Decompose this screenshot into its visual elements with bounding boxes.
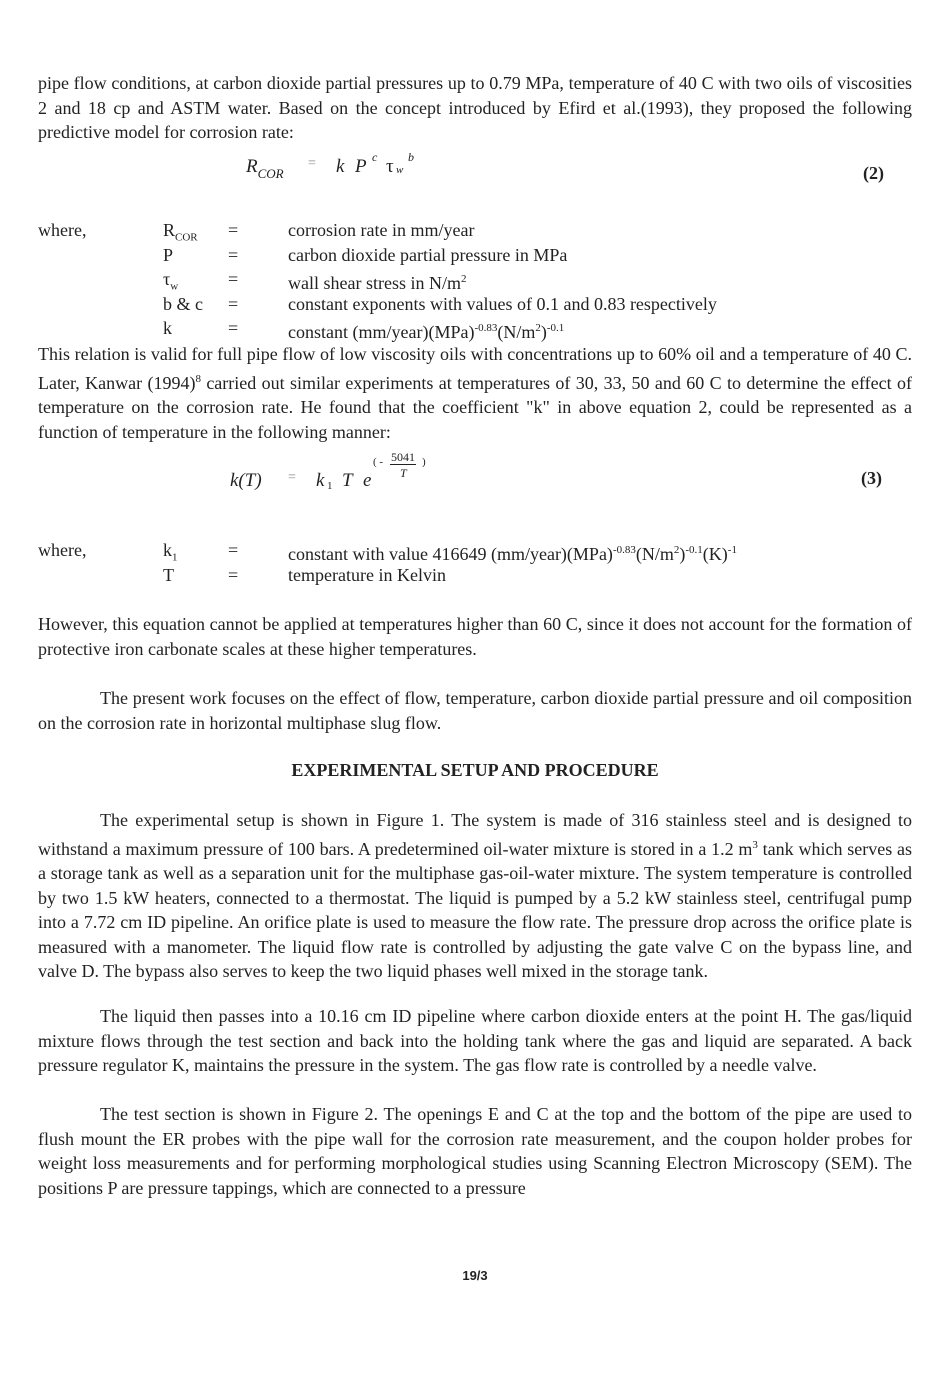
where-label: where,: [38, 540, 87, 560]
paragraph-intro: pipe flow conditions, at carbon dioxide partial pressures up to 0.79 MPa, temperature of 40 C with two oils of viscosities 2 and 18 cp and ASTM water. Based on the concept introduced by Efird et al.(1993), they proposed the following predictive model for corrosion rate:: [38, 73, 912, 142]
def-equals: =: [228, 244, 239, 265]
def-symbol: $R_{COR}$: [163, 220, 198, 244]
def-equals: =: [228, 220, 239, 240]
def-symbol: $k_1$: [163, 540, 178, 564]
def-symbol: $\tau_w$: [163, 269, 179, 293]
paragraph-liquid: The liquid then passes into a 10.16 cm ID pipeline where carbon dioxide enters at the point H. The gas/liquid mixture flows through the test section and back into the holding tank where the gas and liquid are separated. A back pressure regulator K, maintains the pressure in the system. The gas flow rate is controlled by a needle valve.: [38, 1006, 912, 1075]
def-symbol: P: [163, 244, 174, 265]
eq3-denominator: T: [400, 466, 407, 480]
paragraph-setup: The experimental setup is shown in Figure 1. The system is made of 316 stainless steel and is designed to withstand a maximum pressure of 100 bars. A predetermined oil-water mixture is stored in a 1.2 $m^3$ tank which serves as a storage tank as well as a separation unit for the multiphase gas-oil-water mixture. The system temperature is controlled by two 1.5 kW heaters, connected to a thermostat. The liquid is pumped by a 5.2 kW stainless steel, centrifugal pump into a 7.72 cm ID pipeline. An orifice plate is used to measure the flow rate. The pressure drop across the orifice plate is measured with a manometer. The liquid flow rate is controlled by adjusting the gate valve C on the bypass line, and valve D. The bypass also serves to keep the two liquid phases well mixed in the storage tank.: [38, 810, 912, 981]
equation-2-number: (2): [863, 163, 884, 183]
def-row-tau: [38, 267, 912, 292]
def-row-k: [38, 316, 912, 341]
def-description: temperature in Kelvin: [288, 564, 446, 585]
equation-2: $R_{COR}$ = k P c τ w b: [246, 150, 414, 181]
paragraph-limitation: However, this equation cannot be applied at temperatures higher than 60 C, since it does not account for the formation of protective iron carbonate scales at these higher temperatures.: [38, 614, 912, 659]
def-row-p: [38, 243, 912, 268]
def-equals: =: [228, 540, 239, 560]
paragraph-test-section: The test section is shown in Figure 2. The openings E and C at the top and the bottom of the pipe are used to flush mount the ER probes with the pipe wall for the corrosion rate measurement, and the coupon holder probes for weight loss measurements and for performing morphological studies using Scanning Electron Microscopy (SEM). The positions P are pressure tappings, which are connected to a pressure: [38, 1104, 912, 1198]
def-row-k1: [38, 538, 912, 563]
def-row-rcor: [38, 218, 912, 243]
def-description: constant $(mm/year)(MPa)^{-0.83}(N/m^2)^{-0.1}$: [288, 322, 565, 342]
def-equals: =: [228, 293, 239, 314]
def-equals: =: [228, 269, 239, 289]
def-row-bc: [38, 292, 912, 317]
def-symbol: k: [163, 318, 172, 338]
def-symbol: T: [163, 564, 174, 585]
definitions-eq3: [38, 538, 912, 587]
equation-3-number: (3): [861, 468, 882, 488]
page-number: 19/3: [462, 1268, 488, 1283]
def-description: constant with value 416649 $(mm/year)(MPa)^{-0.83}(N/m^2)^{-0.1}(K)^{-1}$: [288, 544, 737, 564]
def-equals: =: [228, 318, 239, 338]
eq3-numerator: 5041: [391, 450, 415, 464]
def-equals: =: [228, 564, 239, 585]
def-description: carbon dioxide partial pressure in MPa: [288, 244, 568, 265]
def-symbol: b & c: [163, 293, 203, 314]
def-row-t: [38, 563, 912, 588]
paragraph-present-work: The present work focuses on the effect of flow, temperature, carbon dioxide partial pressure and oil composition on the corrosion rate in horizontal multiphase slug flow.: [38, 688, 912, 733]
definitions-eq2: [38, 218, 912, 341]
equation-3: k(T) = k 1 T e ( - 5041 ) T: [230, 450, 426, 492]
where-label: where,: [38, 220, 87, 240]
def-description: corrosion rate in mm/year: [288, 220, 475, 240]
paragraph-kanwar: This relation is valid for full pipe flow of low viscosity oils with concentrations up to 60% oil and a temperature of 40 C. Later, Kanwar $(1994)^8$ carried out similar experiments at temperatures of 30, 33, 50 and 60 C to determine the effect of temperature on the corrosion rate. He found that the coefficient "k" in above equation 2, could be represented as a function of temperature in the following manner:: [38, 344, 912, 442]
def-description: wall shear stress in $N/m^2$: [288, 273, 467, 293]
section-heading: EXPERIMENTAL SETUP AND PROCEDURE: [291, 760, 659, 780]
def-description: constant exponents with values of 0.1 and 0.83 respectively: [288, 293, 717, 314]
